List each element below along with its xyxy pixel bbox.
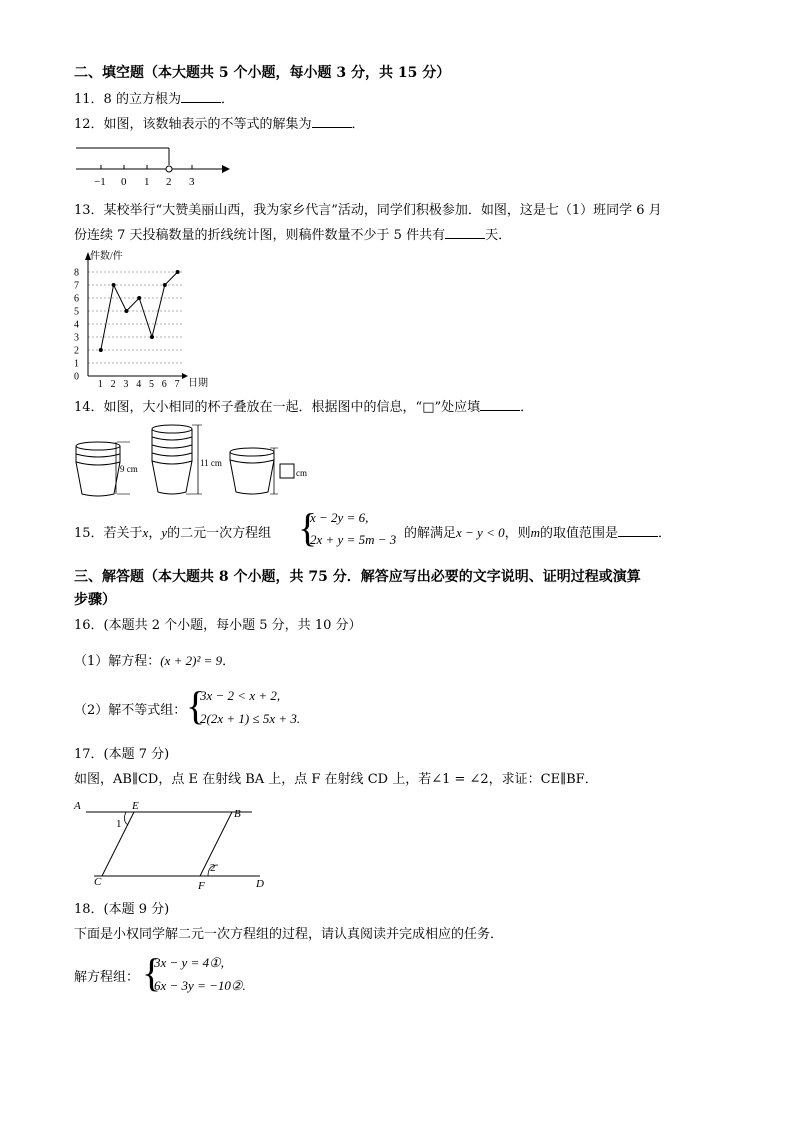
label-c: C [94, 876, 102, 888]
data-point [137, 296, 141, 300]
q13-line2b: 天． [485, 228, 512, 243]
x-tick-label: 6 [161, 379, 167, 390]
x-tick-label: 1 [97, 379, 103, 390]
tick-label: 1 [144, 176, 150, 188]
q16-head: 16．(本题共 2 个小题，每小题 5 分，共 10 分） [74, 618, 362, 633]
label-a: A [74, 800, 81, 812]
x-tick-label: 2 [110, 379, 116, 390]
q13-line2a: 份连续 7 天投稿数量的折线统计图，则稿件数量不少于 5 件共有 [74, 228, 446, 243]
q11-text: 11．8 的立方根为 [74, 92, 181, 107]
data-point [150, 335, 154, 339]
q16-inequality-system [186, 683, 346, 732]
label-angle-2: 2 [210, 862, 216, 874]
cup-stack-5 [152, 425, 222, 494]
data-point [163, 283, 167, 287]
q15-var-m: m [530, 525, 541, 540]
y-tick-label: 6 [74, 293, 79, 305]
question-14 [74, 398, 533, 417]
q15-text4: ，则 [504, 526, 531, 541]
q15-answer-blank [618, 524, 658, 537]
tick-label: −1 [94, 176, 106, 188]
label-angle-1: 1 [116, 818, 122, 830]
chart-xlabel: 日期 [188, 378, 208, 389]
y-tick-label: 0 [74, 371, 79, 383]
q18-head: 18．(本题 9 分) [74, 902, 170, 917]
brace: { [186, 683, 206, 728]
q15-comma: ， [148, 526, 162, 541]
q15-text2: 的二元一次方程组 [167, 526, 272, 541]
question-15 [74, 524, 271, 543]
y-tick-label: 3 [74, 332, 79, 344]
q12-answer-blank [312, 115, 352, 128]
angle-1-arc [124, 812, 128, 825]
y-tick-label: 1 [74, 358, 79, 370]
q15-text: 15．若关于 [74, 526, 143, 541]
data-point [124, 309, 128, 313]
q15-var-y: y [161, 525, 168, 540]
q17-body: 如图，AB∥CD，点 E 在射线 BA 上，点 F 在射线 CD 上，若∠1 = ∠2，求证：CE∥BF． [74, 772, 598, 787]
cup-stack-3 [76, 442, 138, 496]
open-circle [166, 166, 172, 172]
cup-stack-2 [230, 448, 307, 494]
cups-figure [72, 420, 332, 500]
y-tick-label: 7 [74, 280, 79, 292]
label-e: E [132, 800, 139, 812]
q14-answer-blank [480, 398, 520, 411]
y-tick-label: 4 [74, 319, 79, 331]
brace: { [142, 950, 162, 995]
y-tick-label: 5 [74, 306, 79, 318]
q15-equation-system [298, 505, 408, 552]
q18-equation-system [142, 950, 282, 999]
q18-eq2: 6x − 3y = −10②. [154, 978, 246, 993]
q13-line2 [74, 226, 511, 245]
data-point [99, 348, 103, 352]
q18-label: 解方程组： [74, 970, 140, 985]
q18-eq1: 3x − y = 4①, [154, 955, 224, 970]
tick-label: 0 [121, 176, 127, 188]
line-chart [72, 248, 222, 390]
q11-end: ． [220, 92, 234, 107]
q14-text: 14．如图，大小相同的杯子叠放在一起．根据图中的信息，“□”处应填 [74, 400, 481, 415]
q12-text: 12．如图，该数轴表示的不等式的解集为 [74, 117, 312, 132]
q15-text5: 的取值范围是 [540, 526, 619, 541]
height-label-unknown: cm [296, 468, 307, 478]
data-point [176, 270, 180, 274]
label-d: D [256, 878, 264, 890]
q16-p1-end: ． [222, 654, 236, 669]
q16-ineq2: 2(2x + 1) ≤ 5x + 3. [200, 711, 301, 726]
section3-title-line1: 三、解答题（本大题共 8 个小题，共 75 分．解答应写出必要的文字说明、证明过程或演算 [74, 569, 641, 585]
q15-eq2: 2x + y = 5m − 3 [310, 532, 397, 547]
q13-line1: 13．某校举行“大赞美丽山西，我为家乡代言”活动，同学们积极参加．如图，这是七（1）班同学 6 月 [74, 203, 662, 218]
y-tick-label: 2 [74, 345, 79, 357]
label-f: F [198, 880, 205, 892]
q16-p1-label: （1）解方程： [74, 654, 161, 669]
q11-answer-blank [181, 90, 221, 103]
q17-head: 17．(本题 7 分) [74, 747, 170, 762]
q16-part1 [74, 652, 235, 671]
number-line-figure [72, 140, 232, 190]
q15-end: ． [658, 526, 672, 541]
x-tick-label: 3 [123, 379, 129, 390]
question-11 [74, 90, 234, 109]
q15-eq1: x − 2y = 6, [310, 510, 369, 525]
height-label-9cm: 9 cm [120, 464, 138, 474]
segment-bf [200, 812, 232, 876]
q18-body: 下面是小权同学解二元一次方程组的过程，请认真阅读并完成相应的任务． [74, 927, 504, 942]
q15-text3: 的解满足 [404, 526, 457, 541]
height-label-11cm: 11 cm [200, 458, 222, 468]
q15-tail [404, 524, 671, 543]
x-tick-label: 7 [174, 379, 180, 390]
q14-end: ． [520, 400, 534, 415]
q16-p2-label: （2）解不等式组： [74, 703, 187, 718]
tick-label: 3 [189, 176, 195, 188]
tick-label: 2 [166, 176, 172, 188]
data-point [112, 283, 116, 287]
q13-answer-blank [445, 226, 485, 239]
x-tick-label: 5 [149, 379, 154, 390]
chart-ylabel: 件数/件 [90, 251, 123, 262]
q16-ineq1: 3x − 2 < x + 2, [200, 688, 281, 703]
unknown-box [280, 464, 294, 478]
y-tick-label: 8 [74, 267, 79, 279]
x-tick-label: 4 [136, 379, 142, 390]
section3-title-line2: 步骤） [74, 592, 116, 608]
number-line-arrow [222, 165, 230, 173]
q15-var-x: x [142, 525, 149, 540]
parallelogram-figure [72, 795, 272, 893]
question-12 [74, 115, 365, 134]
brace: { [298, 505, 318, 550]
q16-p1-equation: (x + 2)² = 9 [160, 653, 223, 668]
label-b: B [234, 808, 241, 820]
section2-title: 二、填空题（本大题共 5 个小题，每小题 3 分，共 15 分） [74, 65, 451, 81]
q12-end: ． [351, 117, 365, 132]
q15-condition: x − y < 0 [456, 525, 505, 540]
